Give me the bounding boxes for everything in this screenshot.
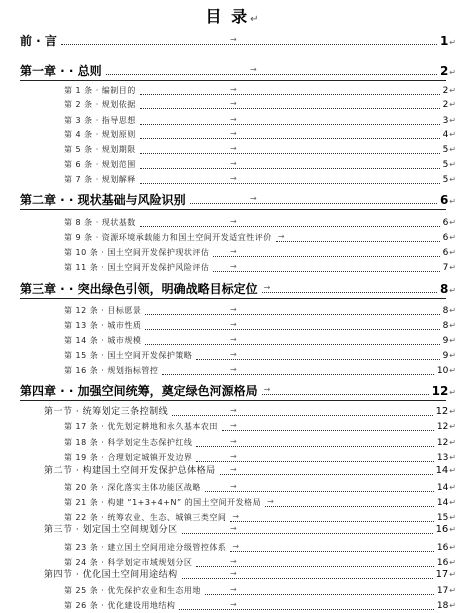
toc-leader-dots [230, 511, 433, 522]
toc-entry-label: 第 7 条 · 规划解释 [64, 175, 136, 184]
toc-entry-label: 第 19 条 · 合理划定城镇开发边界 [64, 453, 193, 462]
tab-arrow-icon: → [232, 512, 240, 521]
toc-entry-page-number: 15↵ [436, 513, 456, 523]
tab-arrow-icon: → [230, 320, 237, 329]
toc-leader-dots [190, 193, 437, 204]
tab-arrow-icon: → [230, 159, 237, 168]
paragraph-mark-icon: ↵ [449, 388, 456, 397]
toc-entry-label: 第四章 · · 加强空间统筹，奠定绿色河源格局 [20, 384, 258, 398]
paragraph-mark-icon: ↵ [449, 248, 456, 257]
chapter-divider [20, 400, 446, 401]
toc-entry-page-number: 14↵ [436, 498, 456, 508]
toc-leader-dots [205, 584, 434, 595]
tab-arrow-icon: → [230, 365, 237, 374]
toc-leader-dots [262, 282, 437, 293]
tab-arrow-icon: → [230, 129, 237, 138]
toc-leader-dots [213, 261, 439, 272]
toc-leader-dots [145, 319, 439, 330]
tab-arrow-icon: → [230, 421, 237, 430]
toc-entry-label: 第 17 条 · 优先划定耕地和永久基本农田 [64, 422, 218, 431]
toc-entry-label: 第 18 条 · 科学划定生态保护红线 [64, 438, 193, 447]
paragraph-mark-icon: ↵ [449, 525, 456, 534]
toc-leader-dots [205, 481, 434, 492]
toc-entry-label: 第 15 条 · 国土空间开发保护策略 [64, 351, 193, 360]
toc-entry-page-number: 5↵ [442, 160, 456, 170]
toc-section-entry[interactable] [44, 523, 456, 537]
toc-article-entry[interactable] [64, 420, 456, 434]
toc-article-entry[interactable] [64, 541, 456, 555]
tab-arrow-icon: → [263, 385, 271, 394]
toc-title-text: 目 录 [205, 7, 250, 26]
toc-chapter-entry[interactable] [20, 384, 456, 398]
toc-leader-dots [162, 364, 433, 375]
toc-leader-dots [140, 98, 440, 109]
paragraph-mark-icon: ↵ [449, 543, 456, 552]
toc-entry-page-number: 6↵ [442, 233, 456, 243]
toc-entry-page-number: 16↵ [435, 524, 456, 535]
paragraph-mark-icon: ↵ [449, 336, 456, 345]
toc-leader-dots [145, 304, 439, 315]
toc-entry-page-number: 7↵ [442, 263, 456, 273]
paragraph-mark-icon: ↵ [449, 233, 456, 242]
toc-entry-page-number: 12↵ [436, 438, 456, 448]
paragraph-mark-icon: ↵ [449, 407, 456, 416]
toc-leader-dots [140, 173, 440, 184]
toc-entry-page-number: 12↵ [435, 406, 456, 417]
toc-entry-page-number: 1↵ [439, 34, 456, 48]
toc-article-entry[interactable] [64, 304, 456, 318]
toc-article-entry[interactable] [64, 158, 456, 172]
toc-entry-page-number: 6↵ [439, 193, 456, 207]
toc-entry-label: 第 3 条 · 指导思想 [64, 116, 136, 125]
toc-entry-label: 第三节 · 划定国土空间规划分区 [44, 525, 178, 535]
toc-article-entry[interactable] [64, 349, 456, 363]
paragraph-mark-icon: ↵ [449, 218, 456, 227]
toc-article-entry[interactable] [64, 114, 456, 128]
tab-arrow-icon: → [230, 217, 237, 226]
toc-entry-page-number: 10↵ [436, 366, 456, 376]
tab-arrow-icon: → [230, 465, 237, 474]
paragraph-mark-icon: ↵ [449, 130, 456, 139]
chapter-divider [20, 209, 446, 210]
toc-entry-page-number: 14↵ [435, 465, 456, 476]
toc-article-entry[interactable] [64, 584, 456, 598]
toc-entry-page-number: 8↵ [442, 321, 456, 331]
paragraph-mark-icon: ↵ [449, 175, 456, 184]
tab-arrow-icon: → [230, 524, 237, 533]
tab-arrow-icon: → [230, 406, 237, 415]
toc-entry-page-number: 3↵ [442, 116, 456, 126]
paragraph-mark-icon: ↵ [449, 422, 456, 431]
toc-entry-label: 第 24 条 · 科学划定市域规划分区 [64, 558, 193, 567]
paragraph-mark-icon: ↵ [449, 513, 456, 522]
toc-entry-label: 第一节 · 统筹划定三条控制线 [44, 407, 169, 417]
toc-leader-dots [145, 334, 439, 345]
toc-article-entry[interactable] [64, 216, 456, 230]
chapter-divider [20, 298, 446, 299]
paragraph-mark-icon: ↵ [449, 38, 456, 47]
toc-entry-page-number: 5↵ [442, 145, 456, 155]
tab-arrow-icon: → [230, 600, 237, 609]
toc-title [0, 4, 466, 27]
toc-entry-page-number: 12↵ [431, 384, 456, 398]
toc-entry-label: 第二节 · 构建国土空间开发保护总体格局 [44, 466, 216, 476]
toc-entry-page-number: 17↵ [435, 569, 456, 580]
toc-chapter-entry[interactable] [20, 282, 456, 296]
toc-entry-page-number: 16↵ [436, 558, 456, 568]
toc-entry-label: 第 20 条 · 深化落实主体功能区战略 [64, 483, 201, 492]
toc-article-entry[interactable] [64, 451, 456, 465]
paragraph-mark-icon: ↵ [449, 570, 456, 579]
tab-arrow-icon: → [230, 144, 237, 153]
toc-entry-page-number: 6↵ [442, 248, 456, 258]
toc-article-entry[interactable] [64, 364, 456, 378]
toc-leader-dots [276, 231, 440, 242]
tab-arrow-icon: → [230, 305, 237, 314]
tab-arrow-icon: → [230, 452, 237, 461]
toc-entry-page-number: 8↵ [439, 282, 456, 296]
toc-article-entry[interactable] [64, 143, 456, 157]
paragraph-mark-icon: ↵ [250, 14, 261, 25]
toc-leader-dots [140, 84, 440, 95]
paragraph-mark-icon: ↵ [449, 466, 456, 475]
toc-leader-dots [213, 246, 439, 257]
toc-leader-dots [179, 599, 433, 610]
tab-arrow-icon: → [230, 482, 237, 491]
toc-entry-page-number: 6↵ [442, 218, 456, 228]
chapter-divider [20, 80, 446, 81]
tab-arrow-icon: → [277, 232, 285, 241]
toc-article-entry[interactable] [64, 231, 456, 245]
tab-arrow-icon: → [230, 115, 237, 124]
toc-article-entry[interactable] [64, 334, 456, 348]
tab-arrow-icon: → [230, 35, 237, 44]
toc-entry-label: 第三章 · · 突出绿色引领，明确战略目标定位 [20, 282, 258, 296]
tab-arrow-icon: → [250, 194, 257, 203]
toc-entry-page-number: 2↵ [442, 100, 456, 110]
paragraph-mark-icon: ↵ [449, 586, 456, 595]
toc-entry-page-number: 12↵ [436, 422, 456, 432]
toc-entry-page-number: 9↵ [442, 351, 456, 361]
toc-article-entry[interactable] [64, 319, 456, 333]
paragraph-mark-icon: ↵ [449, 321, 456, 330]
toc-leader-dots [230, 541, 433, 552]
toc-leader-dots [140, 143, 440, 154]
toc-entry-page-number: 2↵ [439, 64, 456, 78]
toc-article-entry[interactable] [64, 173, 456, 187]
toc-leader-dots [61, 34, 437, 45]
toc-entry-label: 第 2 条 · 规划依据 [64, 100, 136, 109]
toc-entry-page-number: 5↵ [442, 175, 456, 185]
tab-arrow-icon: → [250, 65, 257, 74]
tab-arrow-icon: → [230, 247, 237, 256]
toc-entry-label: 第 21 条 · 构建 “1+3+4+N” 的国土空间开发格局 [64, 498, 262, 507]
paragraph-mark-icon: ↵ [449, 438, 456, 447]
tab-arrow-icon: → [230, 350, 237, 359]
toc-entry-label: 前 · 言 [20, 34, 57, 48]
toc-leader-dots [182, 523, 433, 534]
toc-entry-label: 第 12 条 · 目标愿景 [64, 306, 142, 315]
toc-article-entry[interactable] [64, 246, 456, 260]
paragraph-mark-icon: ↵ [449, 86, 456, 95]
toc-entry-page-number: 14↵ [436, 483, 456, 493]
tab-arrow-icon: → [230, 174, 237, 183]
paragraph-mark-icon: ↵ [449, 197, 456, 206]
toc-entry-label: 第四节 · 优化国土空间用途结构 [44, 570, 178, 580]
toc-section-entry[interactable] [44, 405, 456, 419]
toc-entry-label: 第 14 条 · 城市规模 [64, 336, 142, 345]
toc-leader-dots [140, 158, 440, 169]
paragraph-mark-icon: ↵ [449, 160, 456, 169]
tab-arrow-icon: → [230, 569, 237, 578]
toc-entry-label: 第 13 条 · 城市性质 [64, 321, 142, 330]
toc-leader-dots [265, 496, 434, 507]
toc-entry-page-number: 4↵ [442, 130, 456, 140]
tab-arrow-icon: → [230, 557, 237, 566]
tab-arrow-icon: → [230, 437, 237, 446]
paragraph-mark-icon: ↵ [449, 366, 456, 375]
toc-entry-label: 第一章 · · 总则 [20, 64, 102, 78]
toc-leader-dots [220, 464, 433, 475]
toc-entry-label: 第 1 条 · 编制目的 [64, 86, 136, 95]
toc-entry-label: 第二章 · · 现状基础与风险识别 [20, 193, 186, 207]
tab-arrow-icon: → [267, 497, 274, 506]
paragraph-mark-icon: ↵ [449, 263, 456, 272]
tab-arrow-icon: → [230, 335, 237, 344]
paragraph-mark-icon: ↵ [449, 100, 456, 109]
toc-entry-page-number: 13↵ [436, 453, 456, 463]
toc-leader-dots [106, 64, 437, 75]
paragraph-mark-icon: ↵ [449, 68, 456, 77]
toc-leader-dots [172, 405, 432, 416]
toc-article-entry[interactable] [64, 84, 456, 98]
toc-article-entry[interactable] [64, 128, 456, 142]
toc-entry-label: 第 25 条 · 优先保护农业和生态用地 [64, 586, 201, 595]
toc-chapter-entry[interactable] [20, 64, 456, 78]
toc-article-entry[interactable] [64, 436, 456, 450]
paragraph-mark-icon: ↵ [449, 483, 456, 492]
toc-chapter-entry[interactable] [20, 34, 456, 48]
toc-leader-dots [222, 420, 434, 431]
paragraph-mark-icon: ↵ [449, 145, 456, 154]
toc-entry-label: 第 26 条 · 优化建设用地结构 [64, 601, 176, 610]
paragraph-mark-icon: ↵ [449, 601, 456, 610]
toc-entry-page-number: 8↵ [442, 306, 456, 316]
toc-entry-label: 第 11 条 · 国土空间开发保护风险评估 [64, 263, 210, 272]
paragraph-mark-icon: ↵ [449, 286, 456, 295]
toc-entry-label: 第 4 条 · 规划原则 [64, 130, 136, 139]
toc-entry-page-number: 9↵ [442, 336, 456, 346]
paragraph-mark-icon: ↵ [449, 306, 456, 315]
tab-arrow-icon: → [232, 542, 240, 551]
toc-leader-dots [140, 114, 440, 125]
toc-leader-dots [140, 216, 440, 227]
toc-section-entry[interactable] [44, 568, 456, 582]
toc-leader-dots [140, 128, 440, 139]
tab-arrow-icon: → [263, 283, 271, 292]
toc-article-entry[interactable] [64, 261, 456, 275]
toc-article-entry[interactable] [64, 98, 456, 112]
tab-arrow-icon: → [230, 585, 237, 594]
toc-entry-page-number: 18↵ [436, 601, 456, 611]
toc-entry-page-number: 16↵ [436, 543, 456, 553]
toc-leader-dots [182, 568, 433, 579]
toc-entry-label: 第 10 条 · 国土空间开发保护现状评估 [64, 248, 210, 257]
paragraph-mark-icon: ↵ [449, 351, 456, 360]
paragraph-mark-icon: ↵ [449, 498, 456, 507]
paragraph-mark-icon: ↵ [449, 453, 456, 462]
toc-entry-label: 第 22 条 · 统筹农业、生态、城镇三类空间 [64, 513, 227, 522]
toc-leader-dots [262, 384, 429, 395]
toc-entry-label: 第 6 条 · 规划范围 [64, 160, 136, 169]
toc-entry-page-number: 17↵ [436, 586, 456, 596]
toc-entry-label: 第 23 条 · 建立国土空间用途分级管控体系 [64, 543, 227, 552]
toc-chapter-entry[interactable] [20, 193, 456, 207]
toc-article-entry[interactable] [64, 496, 456, 510]
toc-entry-label: 第 16 条 · 规划指标管控 [64, 366, 159, 375]
tab-arrow-icon: → [230, 85, 237, 94]
paragraph-mark-icon: ↵ [449, 116, 456, 125]
toc-entry-label: 第 8 条 · 现状基数 [64, 218, 136, 227]
tab-arrow-icon: → [230, 262, 237, 271]
paragraph-mark-icon: ↵ [449, 558, 456, 567]
toc-entry-page-number: 2↵ [442, 86, 456, 96]
tab-arrow-icon: → [230, 99, 237, 108]
toc-article-entry[interactable] [64, 481, 456, 495]
toc-entry-label: 第 5 条 · 规划期限 [64, 145, 136, 154]
toc-section-entry[interactable] [44, 464, 456, 478]
toc-entry-label: 第 9 条 · 资源环境承载能力和国土空间开发适宜性评价 [64, 233, 272, 242]
